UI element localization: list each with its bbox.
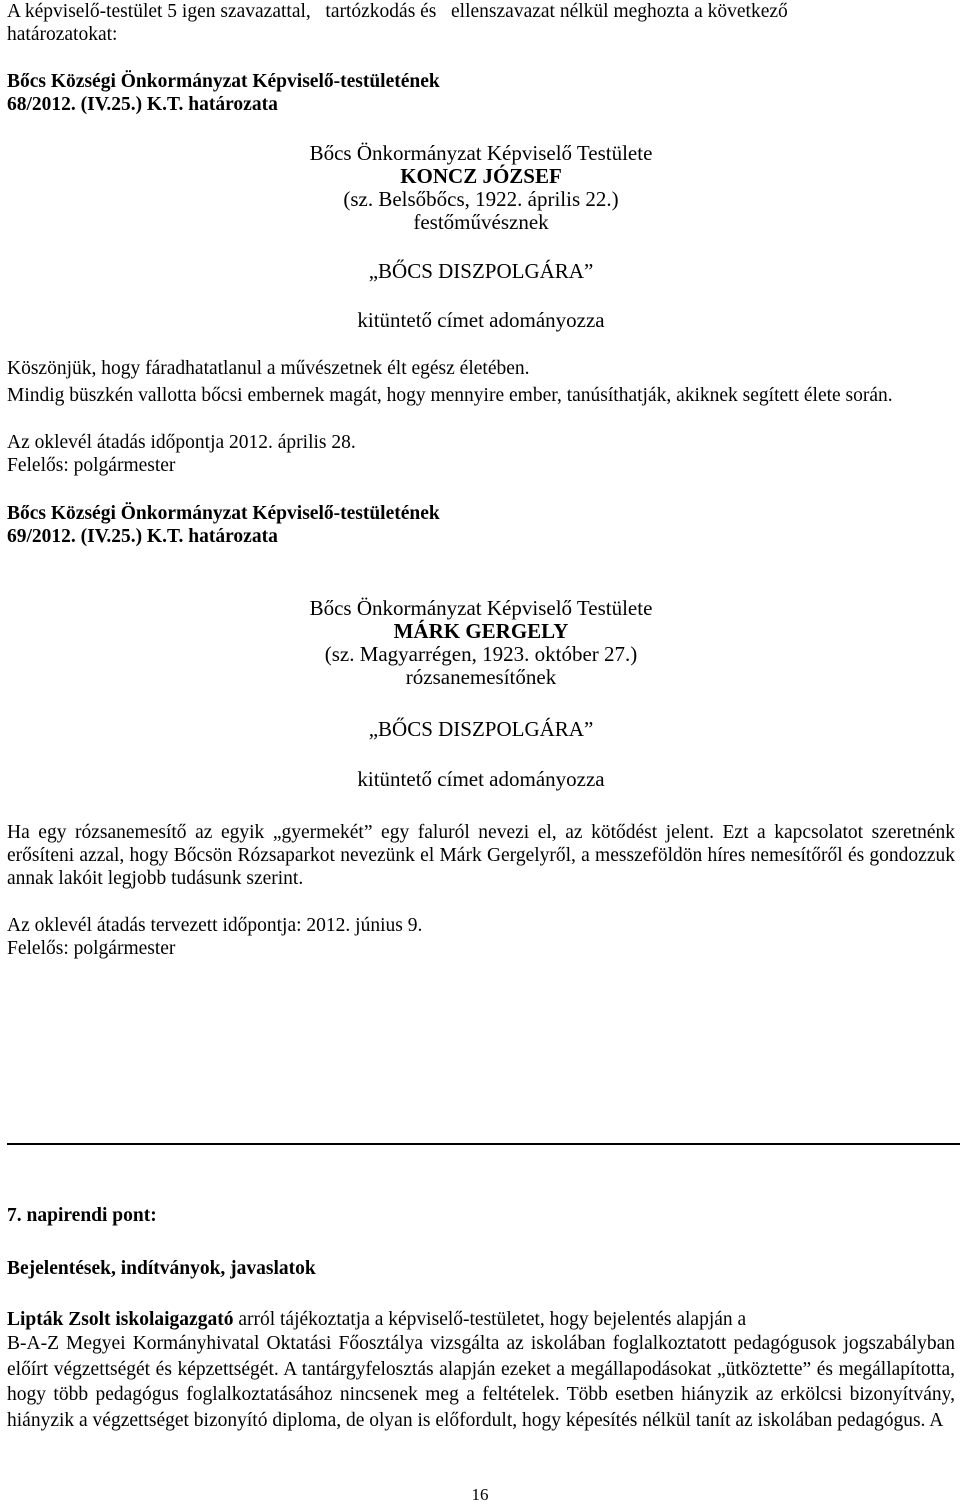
agenda-paragraph: B-A-Z Megyei Kormányhivatal Oktatási Főosztálya vizsgálta az iskolában foglalkoztatott pedagógusok jogszabályban előírt végzettségét és képzettségét. A tantárgyfelosztás alapján ezeket a megállapodásokat „ütköztette” és megállapította, hogy több pedagógus foglalkoztatásához nincsenek meg a feltételek. Több esetben hiányzik az erkölcsi bizonyítvány, hiányzik a végzettséget bizonyító diploma, de olyan is előfordult, hogy képesítés nélkül tanít az iskolában pedagógus. A [7,1333,955,1431]
honor-title: „BŐCS DISZPOLGÁRA” [368,259,594,283]
resolution-number: 69/2012. (IV.25.) K.T. határozata [7,526,278,547]
agenda-subject: Bejelentések, indítványok, javaslatok [7,1258,316,1279]
honor-title: „BŐCS DISZPOLGÁRA” [368,717,594,741]
responsible: Felelős: polgármester [7,455,176,476]
honor-award: kitüntető címet adományozza [357,308,605,332]
resolution-body: Bőcs Önkormányzat Képviselő Testülete [309,141,653,165]
speaker-name: Lipták Zsolt iskolaigazgató [7,1309,234,1330]
resolution-heading: Bőcs Községi Önkormányzat Képviselő-testületének [7,71,440,92]
honoree-role: rózsanemesítőnek [405,665,557,689]
resolution-69 [7,502,955,960]
honoree-name: KONCZ JÓZSEF [400,164,562,188]
justification-line: Köszönjük, hogy fáradhatatlanul a művészetnek élt egész életében. [7,358,530,379]
honoree-birth: (sz. Magyarrégen, 1923. október 27.) [324,642,638,666]
resolution-heading: Bőcs Községi Önkormányzat Képviselő-testületének [7,503,440,524]
responsible: Felelős: polgármester [7,938,176,959]
agenda-number: 7. napirendi pont: [7,1205,157,1226]
justification-paragraph: Ha egy rózsanemesítő az egyik „gyermekét” egy faluról nevezi el, az kötődést jelent. Ezt a kapcsolatot szeretnénk erősíteni azzal, hogy Bőcsön Rózsaparkot nevezünk el Márk Gergelyről, a messzeföldön híres nemesítőről és gondozzuk annak lakóit legjobb tudásunk szerint. [7,822,955,889]
resolution-number: 68/2012. (IV.25.) K.T. határozata [7,94,278,115]
page-number: 16 [471,1485,489,1504]
justification-line: Mindig büszkén vallotta bőcsi embernek magát, hogy mennyire ember, tanúsíthatják, akiknek segített élete során. [7,385,893,406]
honoree-name: MÁRK GERGELY [393,619,569,643]
agenda-first-line-text: arról tájékoztatja a képviselő-testületet, hogy bejelentés alapján a [233,1309,747,1330]
ceremony-date: Az oklevél átadás tervezett időpontja: 2012. június 9. [7,915,423,936]
horizontal-divider [7,1143,960,1145]
intro-line: határozatokat: [7,24,118,45]
resolution-68 [7,70,955,477]
resolution-body: Bőcs Önkormányzat Képviselő Testülete [309,596,653,620]
document-page [7,0,955,1431]
honoree-birth: (sz. Belsőbőcs, 1922. április 22.) [343,187,619,211]
agenda-first-line [7,1308,955,1331]
honor-award: kitüntető címet adományozza [357,767,605,791]
honoree-role: festőművésznek [413,210,549,234]
ceremony-date: Az oklevél átadás időpontja 2012. április 28. [7,432,356,453]
agenda-item [7,1204,955,1433]
intro-line: A képviselő-testület 5 igen szavazattal, tartózkodás és ellenszavazat nélkül meghozta a következő [7,1,788,22]
